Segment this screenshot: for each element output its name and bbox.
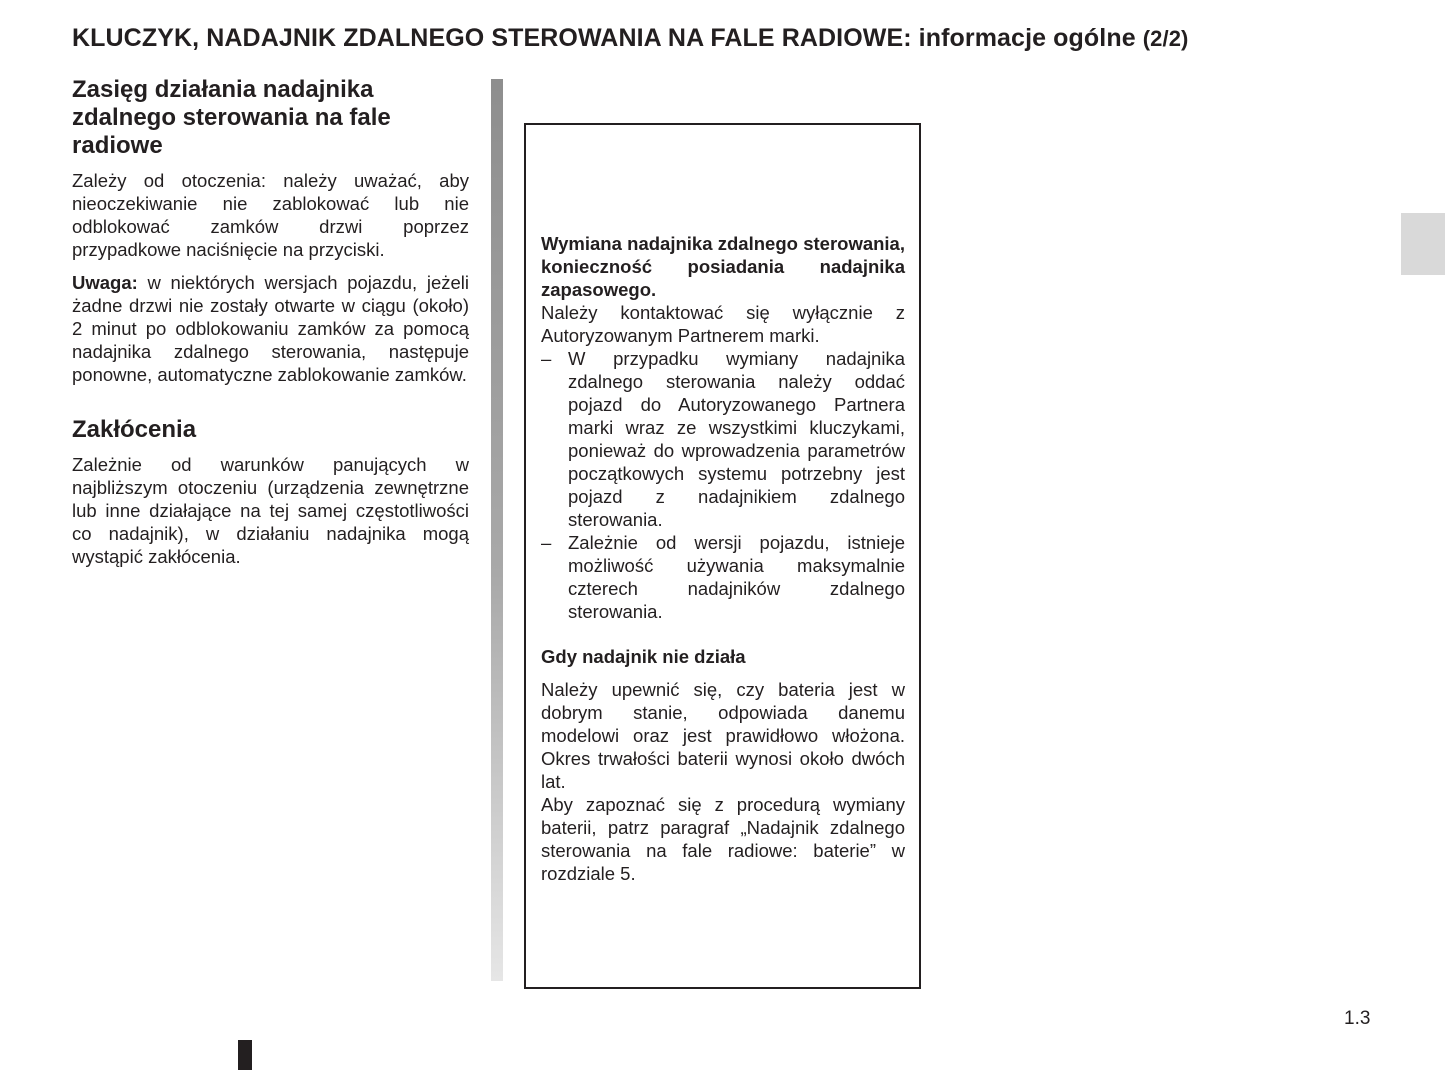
page-title-text: KLUCZYK, NADAJNIK ZDALNEGO STEROWANIA NA FALE RADIOWE: informacje ogólne (72, 24, 1136, 52)
info-box-list (541, 347, 905, 623)
interference-paragraph: Zależnie od warunków panujących w najbliższym otoczeniu (urządzenia zewnętrzne lub inne działające na tej samej częstotliwości co nadajnik), w działaniu nadajnika mogą wystąpić zakłócenia. (72, 454, 469, 567)
note-text: w niektórych wersjach pojazdu, jeżeli żadne drzwi nie zostały otwarte w ciągu (około) 2 minut po odblokowaniu zamków za pomocą nadajnika zdalnego sterowania, następuje ponowne, automatyczne zablokowanie zamków. (72, 272, 469, 385)
note-label: Uwaga: (72, 272, 138, 293)
info-box-heading: Wymiana nadajnika zdalnego sterowania, konieczność posiadania nadajnika zapasowego. (541, 233, 905, 300)
chapter-tab-marker (1401, 213, 1445, 275)
list-item-text: W przypadku wymiany nadajnika zdalnego sterowania należy oddać pojazd do Autoryzowanego Partnera marki wraz ze wszystkimi kluczykami, ponieważ do wprowadzenia parametrów początkowych systemu potrzebny jest pojazd z nadajnikiem zdalnego sterowania. (568, 348, 905, 530)
note-paragraph (72, 271, 469, 386)
page-number: 1.3 (1344, 1008, 1371, 1029)
section-heading-range: Zasięg działania nadajnika zdalnego sterowania na fale radiowe (72, 76, 391, 159)
column-divider-bar (491, 79, 503, 981)
print-mark (238, 1040, 252, 1070)
battery-reference-paragraph: Aby zapoznać się z procedurą wymiany baterii, patrz paragraf „Nadajnik zdalnego sterowania na fale radiowe: baterie” w rozdziale 5. (541, 794, 905, 884)
list-item-text: Zależnie od wersji pojazdu, istnieje możliwość używania maksymalnie czterech nadajników zdalnego sterowania. (568, 532, 905, 622)
battery-paragraph: Należy upewnić się, czy bateria jest w dobrym stanie, odpowiada danemu modelowi oraz jest prawidłowo włożona. Okres trwałości baterii wynosi około dwóch lat. (541, 679, 905, 792)
section-heading-interference: Zakłócenia (72, 416, 197, 443)
range-paragraph: Zależy od otoczenia: należy uważać, aby nieoczekiwanie nie zablokować lub nie odblokować zamków drzwi poprzez przypadkowe naciśnięcie na przyciski. (72, 170, 469, 260)
page-title (72, 24, 1402, 53)
info-box-intro: Należy kontaktować się wyłącznie z Autoryzowanym Partnerem marki. (541, 302, 905, 346)
info-box-subheading: Gdy nadajnik nie działa (541, 646, 746, 667)
left-column (72, 76, 469, 578)
info-box-content (541, 232, 905, 885)
list-item (541, 347, 905, 531)
page-part-indicator: (2/2) (1142, 26, 1189, 51)
info-box (524, 123, 921, 989)
dash-bullet: – (541, 348, 552, 369)
list-item (541, 531, 905, 623)
dash-bullet: – (541, 532, 552, 553)
